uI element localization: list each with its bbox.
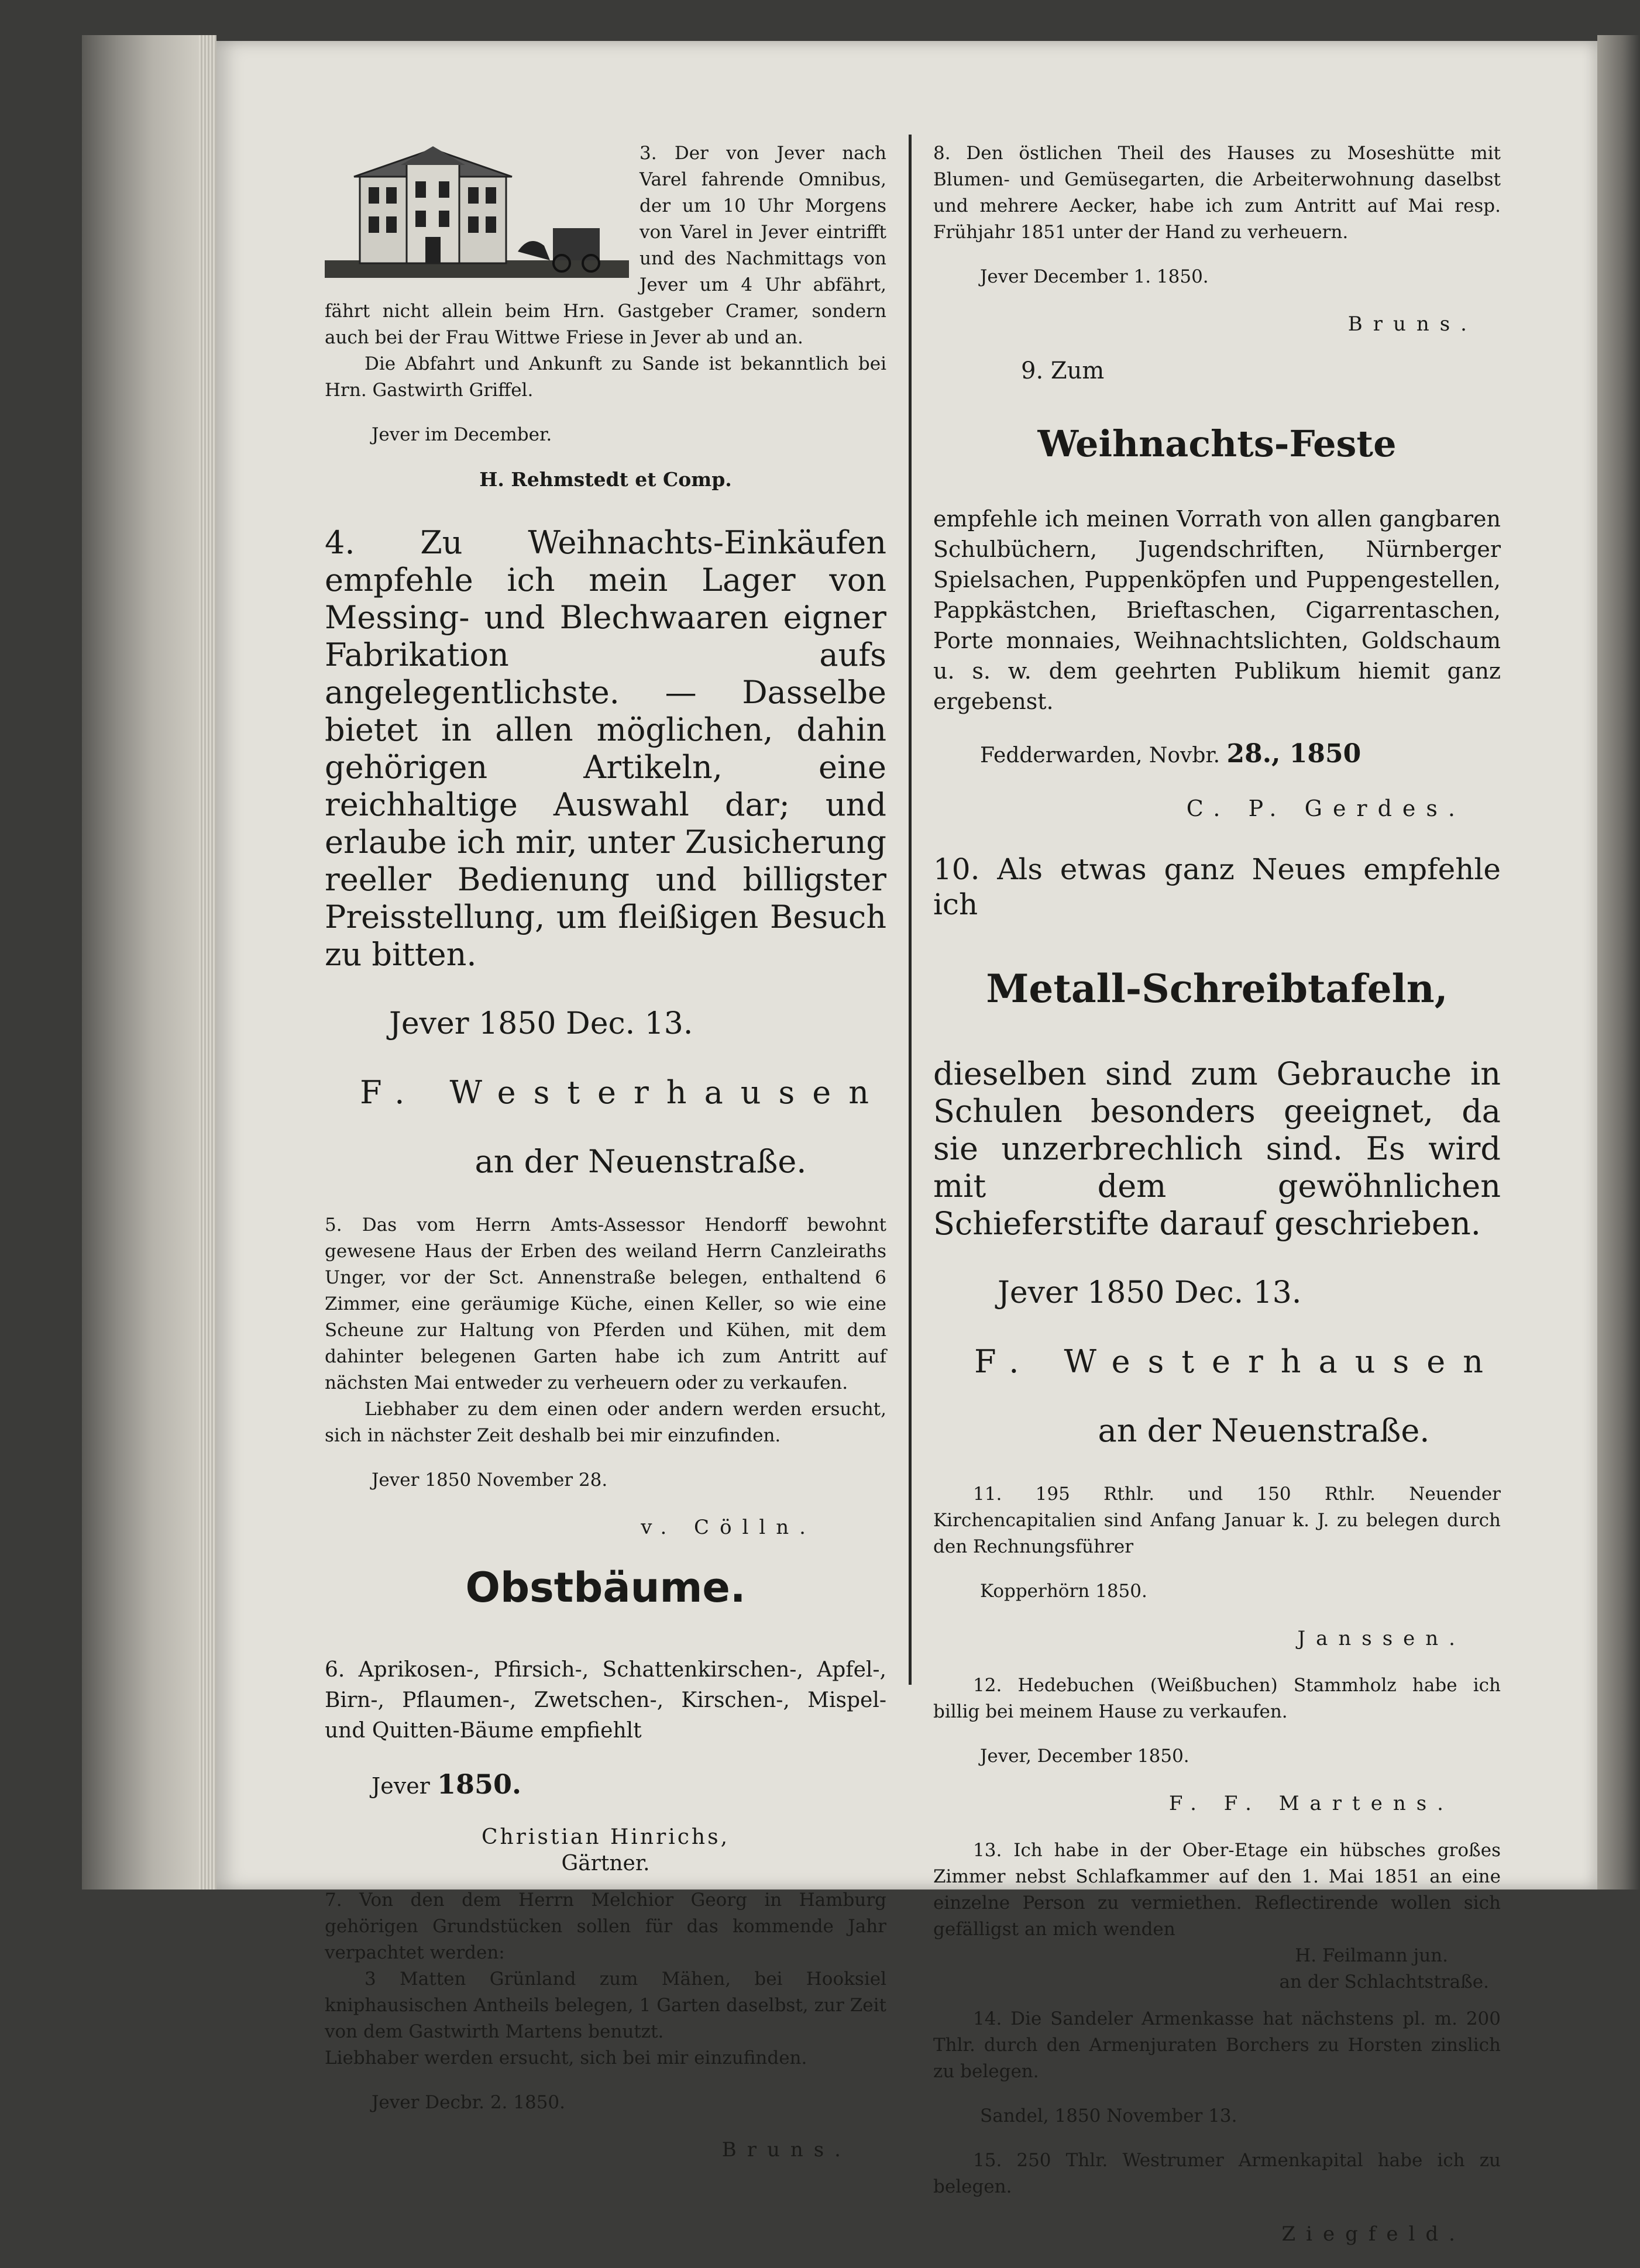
ad-9-text: empfehle ich meinen Vorrath von allen gangbaren Schulbüchern, Jugendschriften, Nürnberger Spielsachen, Puppenköpfen und Puppengestellen, Pappkästchen, Brieftaschen, Cigarrentaschen, Porte monnaies, Weihnachtslichten, Goldschaum u. s. w. dem geehrten Publikum hiemit ganz ergebenst. [933,506,1501,714]
ad-8-text: 8. Den östlichen Theil des Hauses zu Moseshütte mit Blumen- und Gemüsegarten, die Arbeiterwohnung daselbst und mehrere Aecker, habe ich zum Antritt auf Mai resp. Frühjahr 1851 unter der Hand zu verheuern. [933,143,1501,243]
ad-13-address: an der Schlachtstraße. [1279,1971,1489,1992]
ad-10-address: an der Neuenstraße. [1098,1412,1430,1449]
ad-10-signature: F. Westerhausen [974,1343,1501,1380]
ad-6 [325,1561,886,1877]
ad-8-signature: Bruns. [1347,312,1477,336]
ad-9-date [933,738,1501,772]
ad-9-heading: Weihnachts-Feste [1037,422,1397,465]
ad-14-date: Sandel, 1850 November 13. [980,2105,1237,2126]
ad-7-date: Jever Decbr. 2. 1850. [372,2092,566,2113]
ad-14-text: 14. Die Sandeler Armenkasse hat nächstens pl. m. 200 Thlr. durch den Armenjuraten Borchers zu Horsten zinslich zu belegen. [933,2008,1501,2082]
ad-9 [933,358,1501,822]
ad-15-signature: Ziegfeld. [1281,2222,1466,2246]
building-coach-woodcut [325,140,629,287]
ad-7-text: 7. Von den dem Herrn Melchior Georg in Hamburg gehörigen Grundstücken sollen für das kommende Jahr verpachtet werden: [325,1890,886,1963]
ad-12 [933,1672,1501,1818]
ad-6-title: Gärtner. [561,1851,650,1875]
ad-6-date-place: Jever [372,1773,430,1799]
ad-5-text2: Liebhaber zu dem einen oder andern werden ersucht, sich in nächster Zeit deshalb bei mir einzufinden. [325,1399,886,1446]
ad-10 [933,852,1501,1450]
ad-10-date: Jever 1850 Dec. 13. [998,1275,1302,1310]
ad-5-date: Jever 1850 November 28. [372,1469,608,1491]
ad-7 [325,1887,886,2164]
ad-12-text: 12. Hedebuchen (Weißbuchen) Stammholz habe ich billig bei meinem Hause zu verkaufen. [933,1675,1501,1722]
ad-4-text: 4. Zu Weihnachts-Einkäufen empfehle ich mein Lager von Messing- und Blechwaaren eigner Fabrikation aufs angelegentlichste. — Dasselbe bietet in allen möglichen, dahin gehörigen Artikeln, eine reichhaltige Auswahl dar; und erlaube ich mir, unter Zusicherung reeller Bedienung und billigster Preisstellung, um fleißigen Besuch zu bitten. [325,524,886,973]
ad-6-signature: Christian Hinrichs, [481,1825,730,1849]
ad-11 [933,1481,1501,1653]
ad-6-date [325,1768,886,1802]
ad-7-signature: Bruns. [721,2138,851,2162]
ad-7-text3: Liebhaber werden ersucht, sich bei mir einzufinden. [325,2047,807,2069]
ad-10-intro: 10. Als etwas ganz Neues empfehle ich [933,852,1501,921]
ad-6-text: 6. Aprikosen-, Pfirsich-, Schattenkirschen-, Apfel-, Birn-, Pflaumen-, Zwetschen-, Kirschen-, Mispel- und Quitten-Bäume empfiehlt [325,1658,886,1743]
ad-3-date: Jever im December. [372,424,552,445]
ad-13 [933,1837,1501,1995]
ad-8-date: Jever December 1. 1850. [980,266,1209,287]
ad-4 [325,524,886,1181]
ad-3 [325,140,886,493]
ad-10-text: dieselben sind zum Gebrauche in Schulen besonders geeignet, da sie unzerbrechlich sind. Es wird mit dem gewöhnlichen Schieferstifte darauf geschrieben. [933,1055,1501,1242]
ad-3-text2: Die Abfahrt und Ankunft zu Sande ist bekanntlich bei Hrn. Gastwirth Griffel. [325,353,886,401]
ad-13-text: 13. Ich habe in der Ober-Etage ein hübsches großes Zimmer nebst Schlafkammer auf den 1. Mai 1851 an eine einzelne Person zu vermiethen. Reflectirende wollen sich gefälligst an mich wenden [933,1840,1501,1940]
ad-8 [933,140,1501,338]
column-divider [909,135,912,1685]
ad-5 [325,1212,886,1541]
ad-7-text2: 3 Matten Grünland zum Mähen, bei Hooksiel kniphausischen Antheils belegen, 1 Garten daselbst, zur Zeit von dem Gastwirth Martens benutzt. [325,1968,886,2042]
ad-10-heading: Metall-Schreibtafeln, [986,966,1448,1011]
ad-4-signature: F. Westerhausen [360,1074,886,1111]
ad-12-date: Jever, December 1850. [980,1746,1189,1767]
ad-9-date-place: Fedderwarden, Novbr. [980,744,1220,768]
ad-11-signature: Janssen. [1297,1627,1466,1650]
ad-4-address: an der Neuenstraße. [475,1143,807,1180]
ad-9-intro: 9. Zum [1021,357,1105,384]
ad-9-date-day: 28., 1850 [1226,739,1361,769]
ad-12-signature: F. F. Martens. [1168,1792,1454,1815]
right-column [933,140,1501,2268]
ad-4-date: Jever 1850 Dec. 13. [389,1006,693,1041]
ad-3-signature: H. Rehmstedt et Comp. [479,468,732,491]
ad-11-text: 11. 195 Rthlr. und 150 Rthlr. Neuender Kirchencapitalien sind Anfang Januar k. J. zu belegen durch den Rechnungsführer [933,1484,1501,1557]
ad-6-date-year: 1850. [436,1768,521,1800]
ad-9-signature: C. P. Gerdes. [1186,796,1466,821]
ad-13-signature: H. Feilmann jun. [1295,1945,1448,1966]
left-column [325,140,886,2184]
ad-6-heading: Obstbäume. [465,1564,746,1612]
ad-5-text: 5. Das vom Herrn Amts-Assessor Hendorff bewohnt gewesene Haus der Erben des weiland Herrn Canzleiraths Unger, vor der Sct. Annenstraße belegen, enthaltend 6 Zimmer, eine geräumige Küche, einen Keller, so wie eine Scheune zur Haltung von Pferden und Kühen, mit dem dahinter belegenen Garten habe ich zum Antritt auf nächsten Mai entweder zu verheuern oder zu verkaufen. [325,1214,886,1393]
ad-15 [933,2147,1501,2248]
book-page-edges [82,35,199,1890]
book-right-edge [1597,35,1640,1890]
ad-5-signature: v. Cölln. [641,1516,816,1539]
ad-3-text: 3. Der von Jever nach Varel fahrende Omnibus, der um 10 Uhr Morgens von Varel in Jever eintrifft und des Nachmittags von Jever um 4 Uhr abfährt, fährt nicht allein beim Hrn. Gastgeber Cramer, sondern auch bei der Frau Wittwe Friese in Jever ab und an. [325,143,886,348]
ad-15-text: 15. 250 Thlr. Westrumer Armenkapital habe ich zu belegen. [933,2150,1501,2197]
ad-14 [933,2006,1501,2129]
ad-11-date: Kopperhörn 1850. [980,1581,1147,1602]
